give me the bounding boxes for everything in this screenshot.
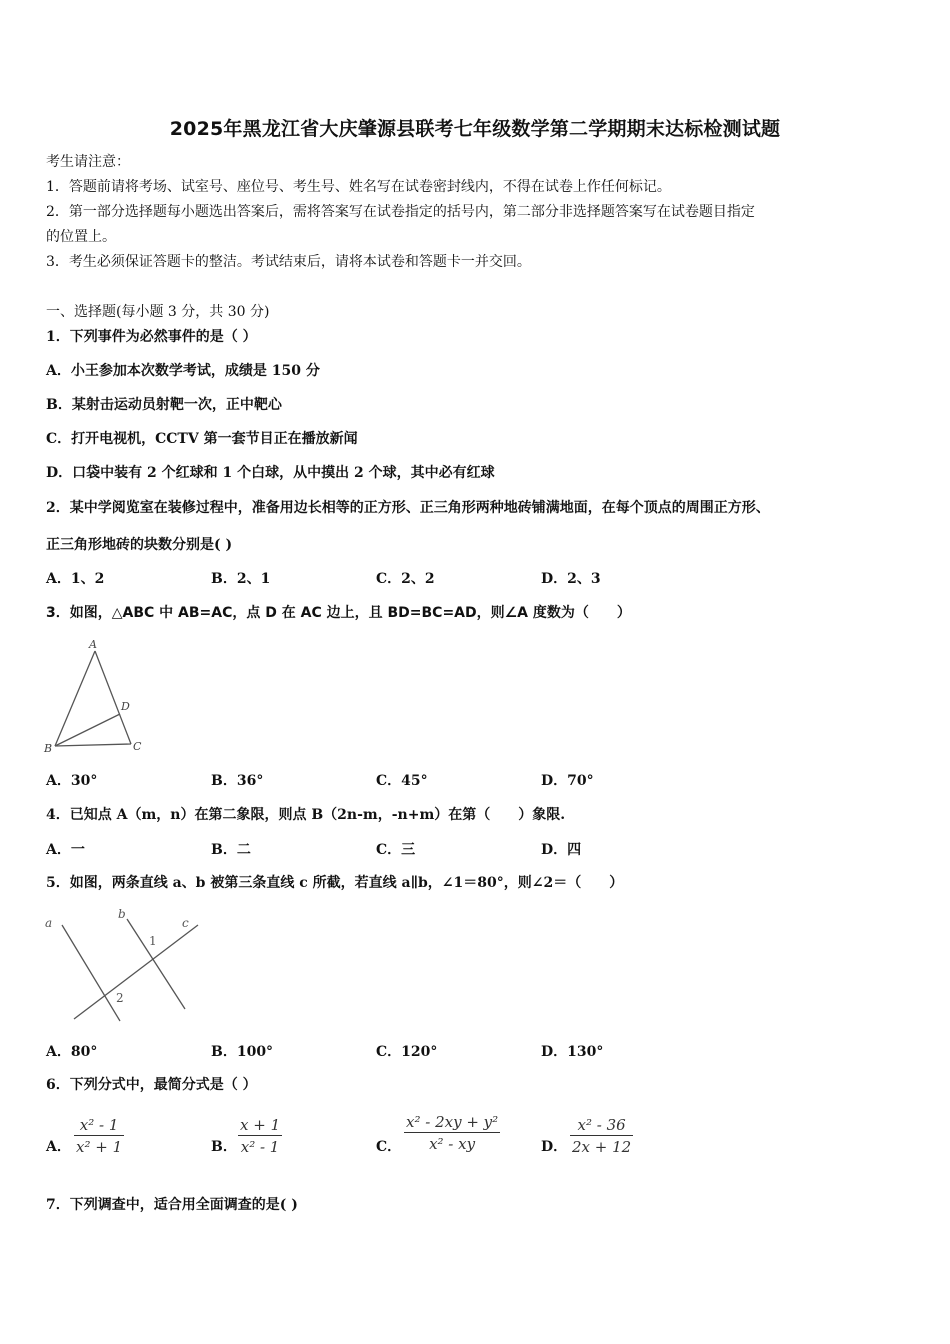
q6-option-a-fraction <box>74 1115 124 1158</box>
q6-option-a-label: A． <box>46 1139 71 1155</box>
denominator: 2x + 12 <box>572 1138 632 1156</box>
q2-stem: 2．某中学阅览室在装修过程中，准备用边长相等的正方形、正三角形两种地砖铺满地面，在每个顶点的周围正方形、 <box>46 500 770 516</box>
q2-option-c: C．2、2 <box>376 571 435 587</box>
q5-parallel-lines-figure <box>40 905 210 1030</box>
label-D: D <box>121 700 130 713</box>
q6-option-d-fraction <box>570 1115 633 1158</box>
q1-stem: 1．下列事件为必然事件的是（ ） <box>46 329 257 345</box>
q5-option-b: B．100° <box>211 1044 274 1060</box>
label-b: b <box>118 907 126 921</box>
q6-option-c-label: C． <box>376 1139 402 1155</box>
denominator: x² - 1 <box>240 1138 280 1156</box>
q1-option-b: B．某射击运动员射靶一次，正中靶心 <box>46 397 282 413</box>
q6-option-b-label: B． <box>211 1139 237 1155</box>
q6-option-d-label: D． <box>541 1139 568 1155</box>
notice-item: 1．答题前请将考场、试室号、座位号、考生号、姓名写在试卷密封线内，不得在试卷上作任何标记。 <box>46 179 671 195</box>
angle-2-label: 2 <box>116 991 124 1005</box>
label-C: C <box>133 740 142 753</box>
q5-option-a: A．80° <box>46 1044 98 1060</box>
q4-option-a: A．一 <box>46 842 85 858</box>
denominator: x² + 1 <box>76 1138 123 1156</box>
q6-option-c-fraction <box>404 1112 500 1155</box>
q1-option-c: C．打开电视机，CCTV 第一套节目正在播放新闻 <box>46 431 358 447</box>
notice-item: 的位置上。 <box>46 229 116 245</box>
notice-item: 3．考生必须保证答题卡的整洁。考试结束后，请将本试卷和答题卡一并交回。 <box>46 254 531 270</box>
q4-option-b: B．二 <box>211 842 251 858</box>
q3-stem: 3．如图，△ABC 中 AB=AC，点 D 在 AC 边上，且 BD=BC=AD，则∠A 度数为（ ） <box>46 605 631 621</box>
label-B: B <box>44 742 53 755</box>
q7-stem: 7．下列调查中，适合用全面调查的是( ) <box>46 1197 298 1213</box>
q1-option-d: D．口袋中装有 2 个红球和 1 个白球，从中摸出 2 个球，其中必有红球 <box>46 465 495 481</box>
q3-option-c: C．45° <box>376 773 428 789</box>
numerator: x + 1 <box>240 1116 281 1134</box>
notice-heading: 考生请注意： <box>46 154 130 170</box>
q4-option-d: D．四 <box>541 842 582 858</box>
label-A: A <box>89 638 97 651</box>
q2-stem-cont: 正三角形地砖的块数分别是( ) <box>46 537 233 553</box>
q4-option-c: C．三 <box>376 842 416 858</box>
q5-option-c: C．120° <box>376 1044 438 1060</box>
q2-option-d: D．2、3 <box>541 571 601 587</box>
notice-item: 2．第一部分选择题每小题选出答案后，需将答案写在试卷指定的括号内，第二部分非选择题答案写在试卷题目指定 <box>46 204 755 220</box>
section-heading: 一、选择题(每小题 3 分，共 30 分) <box>46 304 270 320</box>
q3-triangle-figure <box>40 636 150 756</box>
q4-stem: 4．已知点 A（m，n）在第二象限，则点 B（2n-m，-n+m）在第（ ）象限. <box>46 807 566 823</box>
numerator: x² - 36 <box>570 1115 633 1136</box>
label-a: a <box>45 916 53 930</box>
q1-option-a: A．小王参加本次数学考试，成绩是 150 分 <box>46 363 320 379</box>
q3-option-d: D．70° <box>541 773 594 789</box>
numerator: x² - 2xy + y² <box>406 1113 499 1131</box>
page-title: 2025年黑龙江省大庆肇源县联考七年级数学第二学期期末达标检测试题 <box>169 118 781 140</box>
q2-option-b: B．2、1 <box>211 571 271 587</box>
label-c: c <box>182 916 189 930</box>
angle-1-label: 1 <box>149 934 157 948</box>
denominator: x² - xy <box>429 1135 476 1153</box>
q3-option-a: A．30° <box>46 773 98 789</box>
q2-option-a: A．1、2 <box>46 571 105 587</box>
q6-option-b-fraction <box>238 1115 282 1158</box>
q6-stem: 6．下列分式中，最简分式是（ ） <box>46 1077 257 1093</box>
q3-option-b: B．36° <box>211 773 264 789</box>
q5-stem: 5．如图，两条直线 a、b 被第三条直线 c 所截，若直线 a∥b，∠1＝80°，则∠2＝（ ） <box>46 875 624 891</box>
numerator: x² - 1 <box>74 1115 124 1136</box>
q5-option-d: D．130° <box>541 1044 604 1060</box>
